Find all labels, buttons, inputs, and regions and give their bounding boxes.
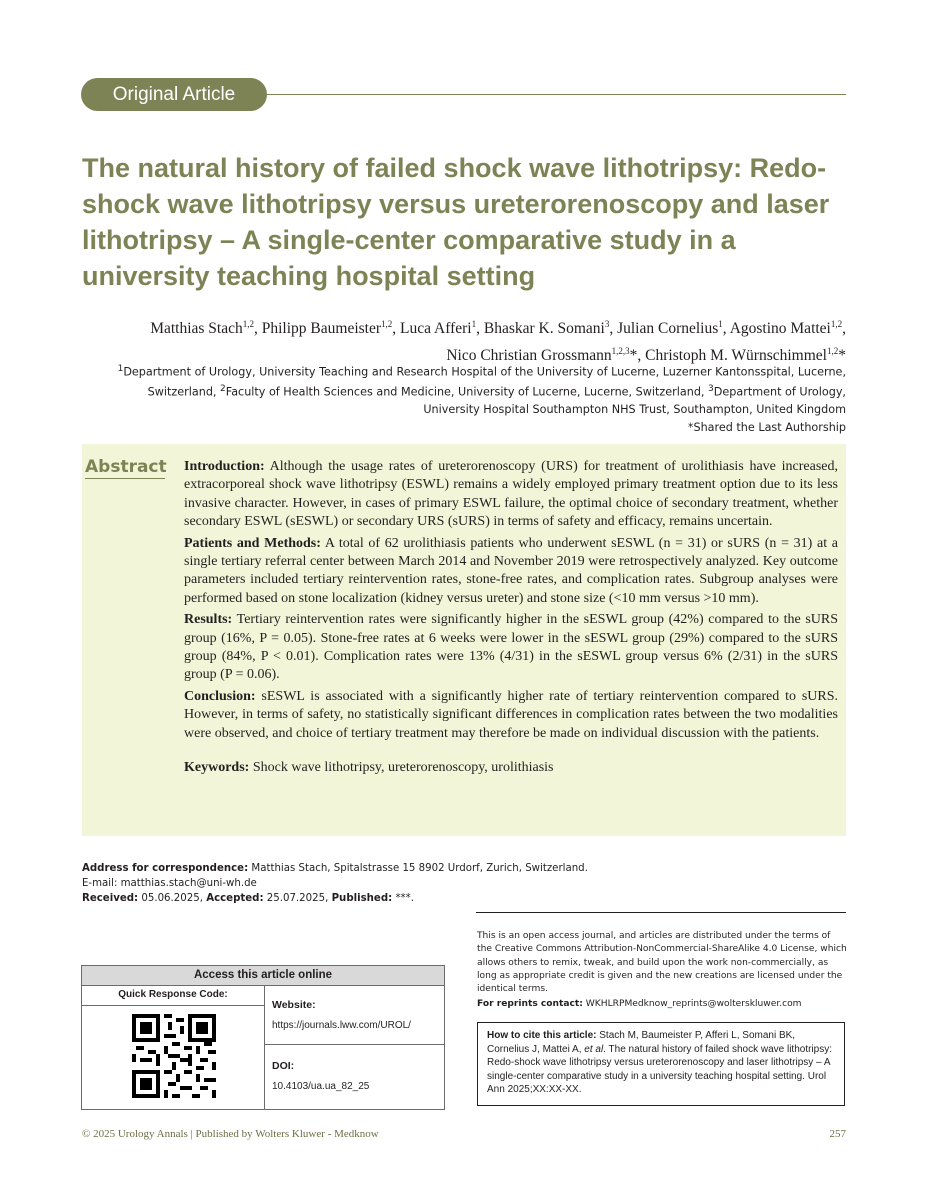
- qr-code-icon[interactable]: [132, 1014, 216, 1098]
- article-type-badge: Original Article: [81, 78, 267, 111]
- article-title: The natural history of failed shock wave lithotripsy: Redo-shock wave lithotripsy versus ureterorenoscopy and laser lithotripsy – A single-center comparative study in a university teaching hospital setting: [82, 153, 830, 291]
- author-name: Christoph M. Würnschimmel: [645, 347, 827, 365]
- website-label: Website:: [272, 999, 316, 1011]
- abstract-body: [184, 458, 838, 781]
- shared-authorship-note: *Shared the Last Authorship: [687, 420, 846, 434]
- footer-copyright: © 2025 Urology Annals | Published by Wolters Kluwer - Medknow: [82, 1128, 379, 1140]
- author-list: Matthias Stach$^{1,2}$, Philipp Baumeister$^{1,2}$, Luca Afferi$^1$, Bhaskar K. Somani$^3$, Julian Cornelius$^1$, Agostino Mattei$^{1,2}$, Nico Christian Grossmann$^{1,2,3}$*, Christoph M. Würnschimmel$^{1,2}$*: [150, 319, 846, 365]
- header-divider: [267, 94, 846, 95]
- abstract-results: Results: Tertiary reintervention rates were significantly higher in the sESWL group (42%) compared to the sURS group (16%, P = 0.05). Stone-free rates at 6 weeks were lower in the sESWL group (29%) compared to the sURS group (84%, P < 0.01). Complication rates were 13% (4/31) in the sESWL group versus 6% (2/31) in the sURS group (P = 0.06).: [184, 612, 839, 683]
- abstract-heading-underline: [85, 478, 165, 479]
- author-name: Bhaskar K. Somani: [483, 320, 605, 338]
- citation-box: How to cite this article: Stach M, Baumeister P, Afferi L, Somani BK, Cornelius J, Mattei A, et al. The natural history of failed shock wave lithotripsy: Redo-shock wave lithotripsy versus ureterorenoscopy and laser lithotripsy – A single-center comparative study in a university teaching hospital setting. Urol Ann 2025;XX:XX-XX.: [477, 1022, 845, 1106]
- abstract-conclusion: Conclusion: sESWL is associated with a significantly higher rate of tertiary reintervention compared to sURS. However, in terms of safety, no statistically significant differences in complication rates between the two modalities were observed, and choice of tertiary treatment may therefore be made on individual discussion with the patients.: [184, 688, 838, 741]
- license-notice: This is an open access journal, and articles are distributed under the terms of the Creative Commons Attribution-NonCommercial-ShareAlike 4.0 License, which allows others to remix, tweak, and build upon the work non-commercially, as long as appropriate credit is given and the new creations are licensed under the identical terms.: [477, 931, 847, 995]
- qr-label: Quick Response Code:: [118, 989, 228, 1000]
- website-link[interactable]: https://journals.lww.com/UROL/: [272, 1020, 411, 1031]
- publication-dates: Received: 05.06.2025, Accepted: 25.07.2025, Published: ***.: [82, 893, 414, 904]
- reprints-contact: For reprints contact: WKHLRPMedknow_reprints@wolterskluwer.com: [477, 999, 802, 1009]
- access-info-column: [265, 986, 444, 1109]
- doi-link[interactable]: 10.4103/ua.ua_82_25: [272, 1081, 370, 1092]
- author-name: Matthias Stach: [150, 320, 243, 338]
- correspondence-address: Address for correspondence: Matthias Stach, Spitalstrasse 15 8902 Urdorf, Zurich, Switzerland.: [82, 863, 588, 874]
- license-divider: [476, 912, 846, 913]
- author-name: Julian Cornelius: [617, 320, 719, 338]
- abstract-heading: Abstract: [85, 457, 167, 477]
- abstract-introduction: Introduction: Although the usage rates of ureterorenoscopy (URS) for treatment of urolithiasis have increased, extracorporeal shock wave lithotripsy (ESWL) remains a widely employed primary treatment option due to its less invasive character. However, in cases of primary ESWL failure, the optimal choice of secondary treatment, whether secondary ESWL (sESWL) or secondary URS (sURS) in terms of safety and efficacy, remains uncertain.: [184, 459, 838, 530]
- qr-column: [82, 986, 265, 1109]
- page-number: 257: [829, 1128, 846, 1140]
- correspondence-email[interactable]: E-mail: matthias.stach@uni-wh.de: [82, 878, 257, 889]
- doi-label: DOI:: [272, 1060, 295, 1072]
- author-name: Nico Christian Grossmann: [446, 347, 612, 365]
- abstract-methods: Patients and Methods: A total of 62 urolithiasis patients who underwent sESWL (n = 31) or sURS (n = 31) at a single tertiary referral center between March 2014 and November 2019 were retrospectively analyzed. Key outcome parameters included tertiary reintervention rates, stone-free rates, and complication rates. Subgroup analyses were performed based on stone localization (kidney versus ureter) and stone size (<10 mm versus >10 mm).: [184, 535, 838, 606]
- author-name: Luca Afferi: [400, 320, 472, 338]
- affiliations: $^1$Department of Urology, University Teaching and Research Hospital of the University of Lucerne, Luzerner Kantonsspital, Lucerne, Switzerland, $^2$Faculty of Health Sciences and Medicine, University of Lucerne, Lucerne, Switzerland, $^3$Department of Urology, University Hospital Southampton NHS Trust, Southampton, United Kingdom *Shared the Last Authorship: [95, 361, 846, 436]
- author-name: Agostino Mattei: [729, 320, 831, 338]
- author-name: Philipp Baumeister: [261, 320, 382, 338]
- correspondence-block: [82, 861, 682, 906]
- access-heading: Access this article online: [82, 966, 444, 986]
- reprints-email[interactable]: WKHLRPMedknow_reprints@wolterskluwer.com: [585, 999, 802, 1009]
- abstract-keywords: Keywords: Shock wave lithotripsy, ureterorenoscopy, urolithiasis: [184, 760, 554, 776]
- access-online-box: [81, 965, 445, 1110]
